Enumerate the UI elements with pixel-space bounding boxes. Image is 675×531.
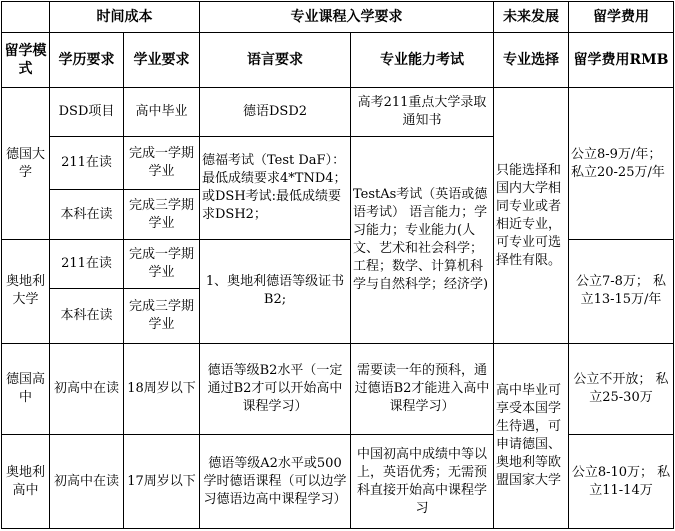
fees-austria-university: 公立7-8万； 私立13-15万/年 [569,240,674,344]
ability-cell-merged: TestAs考试（英语或德语考试） 语言能力；学习能力；专业能力(人文、艺术和社会科学；工程；数学、计算机科学与自然科学；经济学) [351,137,494,344]
subheader-language: 语言要求 [200,32,351,88]
fees-austria-highschool: 公立8-10万； 私立11-14万 [569,435,674,529]
academic-cell: 高中毕业 [124,88,200,137]
education-cell: 初高中在读 [50,435,124,529]
academic-cell: 完成三学期学业 [124,288,200,343]
header-future: 未来发展 [494,2,569,33]
education-cell: 本科在读 [50,288,124,343]
ability-germany-highschool: 需要读一年的预科，通过德语B2才能进入高中课程学习） [351,343,494,435]
subheader-major-choice: 专业选择 [494,32,569,88]
language-austria-university: 1、奥地利德语等级证书B2; [200,240,351,344]
header-blank-cell [2,2,50,33]
language-cell-merged: 德福考试（Test DaF）：最低成绩要求4*TND4； 或DSH考试:最低成绩要求DSH2； [200,137,351,240]
ability-austria-highschool: 中国初高中成绩中等以上，英语优秀；无需预科直接开始高中课程学习 [351,435,494,529]
mode-austria-university: 奥地利大学 [2,240,50,344]
major-choice-university: 只能选择和国内大学相同专业或者相近专业，可专业可选择性有限。 [494,88,569,343]
education-cell: DSD项目 [50,88,124,137]
ability-cell: 高考211重点大学录取通知书 [351,88,494,137]
fees-germany-university: 公立8-9万/年； 私立20-25万/年 [569,88,674,240]
academic-cell: 完成一学期学业 [124,240,200,289]
subheader-education: 学历要求 [50,32,124,88]
education-cell: 211在读 [50,240,124,289]
header-fees: 留学费用 [569,2,674,33]
subheader-mode: 留学模式 [2,32,50,88]
major-choice-highschool: 高中毕业可享受本国学生待遇，可申请德国、奥地利等欧盟国家大学 [494,343,569,528]
academic-cell: 完成三学期学业 [124,190,200,240]
fees-germany-highschool: 公立不开放； 私立25-30万 [569,343,674,435]
header-major-requirements: 专业课程入学要求 [200,2,494,33]
subheader-ability-test: 专业能力考试 [351,32,494,88]
subheader-academic: 学业要求 [124,32,200,88]
language-austria-highschool: 德语等级A2水平或500学时德语课程（可以边学习德语边高中课程学习） [200,435,351,529]
language-germany-highschool: 德语等级B2水平（一定通过B2才可以开始高中课程学习） [200,343,351,435]
study-abroad-comparison-table [1,1,674,529]
mode-austria-highschool: 奥地利高中 [2,435,50,529]
mode-germany-highschool: 德国高中 [2,343,50,435]
academic-cell: 完成一学期学业 [124,137,200,190]
education-cell: 211在读 [50,137,124,190]
language-cell: 德语DSD2 [200,88,351,137]
subheader-fees-rmb: 留学费用RMB [569,32,674,88]
education-cell: 初高中在读 [50,343,124,435]
education-cell: 本科在读 [50,190,124,240]
header-time-cost: 时间成本 [50,2,200,33]
mode-germany-university: 德国大学 [2,88,50,240]
academic-cell: 17周岁以下 [124,435,200,529]
academic-cell: 18周岁以下 [124,343,200,435]
